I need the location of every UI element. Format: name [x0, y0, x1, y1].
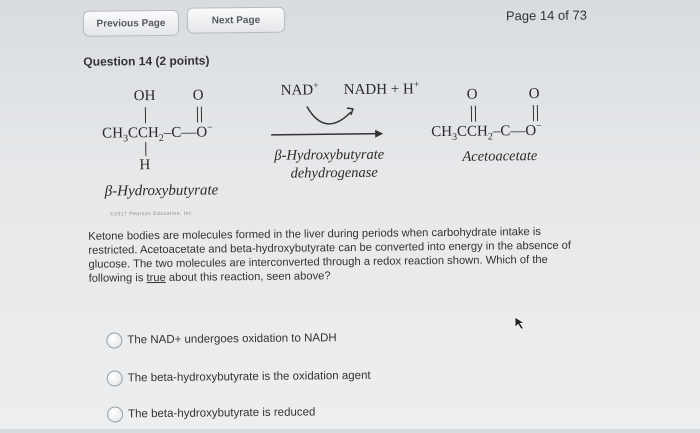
- ketone-double-bond-1: [471, 106, 472, 122]
- ketone-oxygen: O: [466, 86, 478, 103]
- product-formula: $CH_3CCH_2-C—O^-$: [431, 120, 542, 143]
- double-bond-line-2: [201, 107, 202, 123]
- hydroxyl-group: OH: [133, 88, 156, 105]
- carboxyl-double-bond-1: [533, 105, 534, 121]
- reactant-name: β-Hydroxybutyrate: [104, 182, 219, 200]
- ketone-double-bond-2: [475, 106, 476, 122]
- option-label: The beta-hydroxybutyrate is reduced: [128, 406, 316, 421]
- emphasis-true: true: [146, 271, 166, 285]
- enzyme-name-line1: β-Hydroxybutyrate: [274, 146, 385, 164]
- next-page-button[interactable]: Next Page: [187, 7, 285, 34]
- radio-button[interactable]: [107, 406, 123, 422]
- bond-oh: [145, 107, 146, 123]
- carboxyl-double-bond-2: [537, 105, 538, 121]
- bond-h: [145, 142, 146, 156]
- enzyme-name-line2: dehydrogenase: [290, 164, 378, 182]
- answer-option-1[interactable]: [106, 330, 337, 348]
- carbonyl-oxygen: O: [192, 87, 204, 104]
- mouse-cursor-icon: [514, 316, 526, 330]
- hydrogen-atom: H: [139, 157, 151, 174]
- question-text: Ketone bodies are molecules formed in the liver during periods when carbohydrate intake is restricted. Acetoacetate and beta-hydroxybutyrate can be converted into energy in the absence of glucose. The two molecules are interconverted through a redox reaction shown. Which of the following is true about this reaction, seen above?: [88, 226, 572, 285]
- page-indicator: Page 14 of 73: [505, 7, 587, 24]
- reaction-arrow: [269, 99, 399, 146]
- answer-option-3[interactable]: [107, 404, 315, 422]
- question-title: Question 14 (2 points): [83, 53, 210, 69]
- product-name: Acetoacetate: [462, 148, 538, 165]
- option-label: The NAD+ undergoes oxidation to NADH: [127, 332, 337, 347]
- nad-label: NAD+: [280, 80, 319, 99]
- previous-page-button[interactable]: Previous Page: [83, 10, 179, 37]
- option-label: The beta-hydroxybutyrate is the oxidation agent: [127, 369, 371, 385]
- copyright-note: ©2017 Pearson Education, Inc.: [109, 210, 194, 218]
- radio-button[interactable]: [107, 370, 123, 386]
- carboxyl-oxygen: O: [528, 86, 540, 103]
- double-bond-line-1: [197, 107, 198, 123]
- nadh-label: NADH + H+: [343, 79, 420, 99]
- reactant-formula: $CH_3CCH_2-C—O^-$: [102, 122, 213, 145]
- radio-button[interactable]: [106, 332, 122, 348]
- answer-option-2[interactable]: [107, 368, 371, 387]
